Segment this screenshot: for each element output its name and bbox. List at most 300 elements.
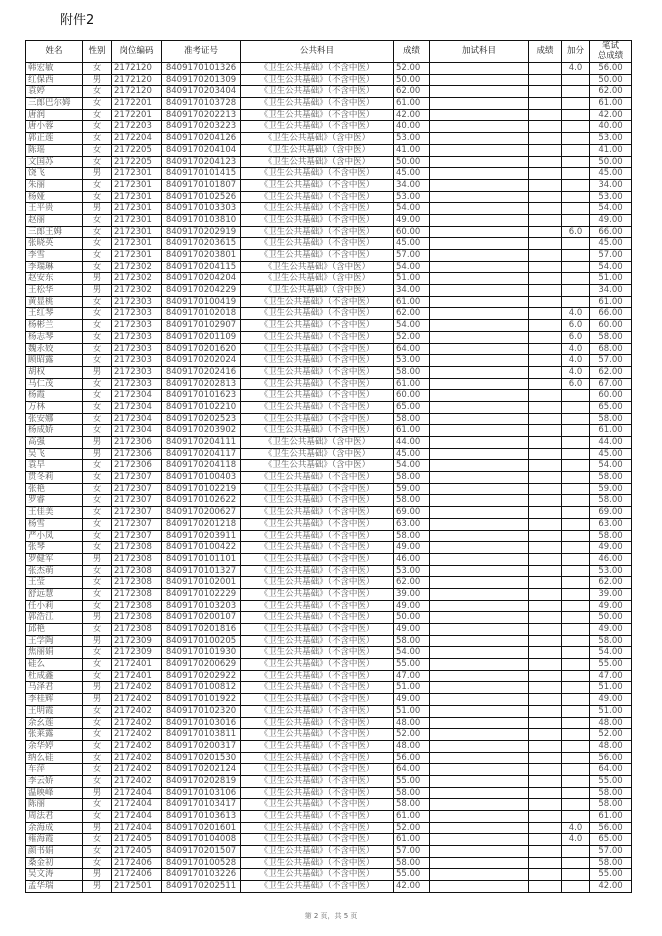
cell-bonus: [562, 214, 590, 226]
cell-gender: 女: [83, 588, 112, 600]
table-row: [26, 86, 632, 98]
cell-extra-subject: [430, 483, 529, 495]
table-row: [26, 740, 632, 752]
cell-exam-id: 8409170201620: [162, 343, 241, 355]
cell-extra-subject: [430, 705, 529, 717]
cell-post-code: 2172308: [112, 588, 162, 600]
cell-extra-score: [529, 226, 562, 238]
cell-score: 34.00: [394, 285, 430, 297]
cell-bonus: 4.0: [562, 366, 590, 378]
cell-extra-score: [529, 588, 562, 600]
cell-bonus: [562, 752, 590, 764]
cell-extra-subject: [430, 144, 529, 156]
cell-extra-score: [529, 109, 562, 121]
cell-public-subject: 《卫生公共基础》（不含中医）: [241, 214, 394, 226]
cell-bonus: [562, 179, 590, 191]
cell-extra-score: [529, 250, 562, 262]
table-row: [26, 846, 632, 858]
cell-extra-score: [529, 811, 562, 823]
cell-exam-id: 8409170103728: [162, 98, 241, 110]
cell-gender: 女: [83, 577, 112, 589]
cell-gender: 男: [83, 437, 112, 449]
table-row: [26, 518, 632, 530]
cell-gender: 女: [83, 355, 112, 367]
cell-post-code: 2172307: [112, 483, 162, 495]
cell-name: 张琴: [26, 542, 83, 554]
cell-bonus: [562, 74, 590, 86]
cell-bonus: [562, 261, 590, 273]
cell-total: 48.00: [590, 717, 632, 729]
cell-extra-score: [529, 834, 562, 846]
cell-score: 55.00: [394, 775, 430, 787]
cell-public-subject: 《卫生公共基础》（不含中医）: [241, 226, 394, 238]
cell-name: 吴飞: [26, 448, 83, 460]
cell-total: 57.00: [590, 355, 632, 367]
cell-score: 51.00: [394, 273, 430, 285]
table-row: [26, 472, 632, 484]
table-row: [26, 261, 632, 273]
cell-score: 53.00: [394, 565, 430, 577]
cell-bonus: [562, 588, 590, 600]
cell-public-subject: 《卫生公共基础》（不含中医）: [241, 250, 394, 262]
cell-total: 62.00: [590, 366, 632, 378]
table-row: [26, 308, 632, 320]
cell-public-subject: 《卫生公共基础》（不含中医）: [241, 542, 394, 554]
cell-bonus: [562, 811, 590, 823]
cell-extra-score: [529, 659, 562, 671]
cell-extra-score: [529, 413, 562, 425]
table-row: [26, 881, 632, 893]
cell-public-subject: 《卫生公共基础》（不含中医）: [241, 530, 394, 542]
cell-extra-score: [529, 542, 562, 554]
cell-total: 58.00: [590, 472, 632, 484]
cell-public-subject: 《卫生公共基础》（不含中医）: [241, 121, 394, 133]
cell-gender: 男: [83, 74, 112, 86]
cell-score: 45.00: [394, 238, 430, 250]
cell-name: 邱艳: [26, 624, 83, 636]
table-row: [26, 857, 632, 869]
cell-name: 三郎王姆: [26, 226, 83, 238]
cell-post-code: 2172401: [112, 670, 162, 682]
cell-bonus: [562, 437, 590, 449]
cell-name: 唐润: [26, 109, 83, 121]
header-exam-id: 准考证号: [162, 41, 241, 63]
cell-post-code: 2172402: [112, 752, 162, 764]
cell-score: 49.00: [394, 624, 430, 636]
cell-post-code: 2172302: [112, 285, 162, 297]
cell-post-code: 2172308: [112, 577, 162, 589]
cell-total: 61.00: [590, 425, 632, 437]
cell-name: 万林: [26, 401, 83, 413]
cell-post-code: 2172201: [112, 98, 162, 110]
cell-public-subject: 《卫生公共基础》（不含中医）: [241, 694, 394, 706]
cell-post-code: 2172302: [112, 273, 162, 285]
cell-extra-subject: [430, 612, 529, 624]
cell-total: 54.00: [590, 460, 632, 472]
cell-name: 王莹: [26, 577, 83, 589]
cell-post-code: 2172402: [112, 682, 162, 694]
cell-score: 41.00: [394, 144, 430, 156]
table-row: [26, 811, 632, 823]
table-row: [26, 168, 632, 180]
cell-exam-id: 8409170202416: [162, 366, 241, 378]
table-row: [26, 822, 632, 834]
cell-gender: 女: [83, 320, 112, 332]
cell-post-code: 2172120: [112, 63, 162, 75]
cell-exam-id: 8409170204115: [162, 261, 241, 273]
cell-total: 62.00: [590, 577, 632, 589]
cell-exam-id: 8409170204117: [162, 448, 241, 460]
cell-total: 49.00: [590, 542, 632, 554]
cell-extra-score: [529, 624, 562, 636]
table-row: [26, 320, 632, 332]
cell-extra-subject: [430, 729, 529, 741]
cell-gender: 男: [83, 553, 112, 565]
cell-gender: 女: [83, 86, 112, 98]
cell-exam-id: 8409170103303: [162, 203, 241, 215]
cell-gender: 男: [83, 273, 112, 285]
cell-exam-id: 8409170101922: [162, 694, 241, 706]
cell-bonus: [562, 121, 590, 133]
cell-exam-id: 8409170201218: [162, 518, 241, 530]
cell-name: 余海成: [26, 822, 83, 834]
cell-gender: 女: [83, 331, 112, 343]
cell-gender: 女: [83, 156, 112, 168]
cell-exam-id: 8409170100812: [162, 682, 241, 694]
cell-extra-score: [529, 63, 562, 75]
cell-gender: 男: [83, 869, 112, 881]
cell-bonus: [562, 296, 590, 308]
cell-public-subject: 《卫生公共基础》（不含中医）: [241, 624, 394, 636]
cell-gender: 女: [83, 226, 112, 238]
cell-exam-id: 8409170202124: [162, 764, 241, 776]
cell-public-subject: 《卫生公共基础》（不含中医）: [241, 320, 394, 332]
header-total: 笔试 总成绩: [590, 41, 632, 63]
table-row: [26, 366, 632, 378]
cell-gender: 女: [83, 63, 112, 75]
cell-gender: 女: [83, 495, 112, 507]
cell-exam-id: 8409170103226: [162, 869, 241, 881]
cell-gender: 男: [83, 822, 112, 834]
cell-extra-subject: [430, 63, 529, 75]
table-row: [26, 612, 632, 624]
cell-name: 王松华: [26, 285, 83, 297]
cell-extra-subject: [430, 273, 529, 285]
cell-name: 杨霞: [26, 390, 83, 402]
cell-exam-id: 8409170203615: [162, 238, 241, 250]
table-row: [26, 635, 632, 647]
cell-total: 45.00: [590, 238, 632, 250]
cell-post-code: 2172405: [112, 834, 162, 846]
cell-public-subject: 《卫生公共基础》（不含中医）: [241, 588, 394, 600]
cell-extra-subject: [430, 507, 529, 519]
cell-exam-id: 8409170101623: [162, 390, 241, 402]
cell-post-code: 2172301: [112, 238, 162, 250]
cell-extra-subject: [430, 822, 529, 834]
table-row: [26, 425, 632, 437]
cell-post-code: 2172306: [112, 460, 162, 472]
cell-public-subject: 《卫生公共基础》（不含中医）: [241, 518, 394, 530]
cell-bonus: [562, 109, 590, 121]
cell-extra-subject: [430, 86, 529, 98]
cell-extra-score: [529, 764, 562, 776]
cell-name: 孟华瑞: [26, 881, 83, 893]
cell-total: 53.00: [590, 191, 632, 203]
cell-public-subject: 《卫生公共基础》（不含中医）: [241, 822, 394, 834]
cell-extra-score: [529, 156, 562, 168]
cell-extra-score: [529, 203, 562, 215]
cell-exam-id: 8409170202213: [162, 109, 241, 121]
cell-total: 39.00: [590, 588, 632, 600]
cell-extra-score: [529, 285, 562, 297]
cell-exam-id: 8409170103016: [162, 717, 241, 729]
cell-extra-subject: [430, 635, 529, 647]
cell-total: 56.00: [590, 63, 632, 75]
cell-public-subject: 《卫生公共基础》（不含中医）: [241, 659, 394, 671]
cell-exam-id: 8409170201530: [162, 752, 241, 764]
cell-public-subject: 《卫生公共基础》（不含中医）: [241, 682, 394, 694]
cell-extra-score: [529, 191, 562, 203]
cell-gender: 女: [83, 670, 112, 682]
cell-total: 58.00: [590, 413, 632, 425]
cell-public-subject: 《卫生公共基础》（不含中医）: [241, 331, 394, 343]
cell-score: 64.00: [394, 343, 430, 355]
cell-gender: 女: [83, 775, 112, 787]
cell-gender: 女: [83, 378, 112, 390]
cell-name: 郭浩江: [26, 612, 83, 624]
cell-public-subject: 《卫生公共基础》（不含中医）: [241, 565, 394, 577]
cell-extra-subject: [430, 179, 529, 191]
cell-public-subject: 《卫生公共基础》（含中医）: [241, 133, 394, 145]
cell-extra-subject: [430, 495, 529, 507]
cell-total: 45.00: [590, 448, 632, 460]
cell-extra-subject: [430, 577, 529, 589]
cell-public-subject: 《卫生公共基础》（不含中医）: [241, 635, 394, 647]
cell-bonus: 6.0: [562, 226, 590, 238]
table-row: [26, 74, 632, 86]
cell-score: 34.00: [394, 179, 430, 191]
cell-name: 杜成鑫: [26, 670, 83, 682]
table-row: [26, 331, 632, 343]
cell-gender: 女: [83, 214, 112, 226]
cell-name: 车萍: [26, 764, 83, 776]
cell-bonus: [562, 670, 590, 682]
cell-score: 58.00: [394, 495, 430, 507]
cell-extra-subject: [430, 226, 529, 238]
cell-extra-score: [529, 308, 562, 320]
cell-public-subject: 《卫生公共基础》（不含中医）: [241, 834, 394, 846]
cell-score: 61.00: [394, 98, 430, 110]
table-row: [26, 483, 632, 495]
cell-total: 59.00: [590, 483, 632, 495]
cell-post-code: 2172405: [112, 846, 162, 858]
cell-name: 张晓英: [26, 238, 83, 250]
cell-exam-id: 8409170103203: [162, 600, 241, 612]
cell-score: 58.00: [394, 413, 430, 425]
cell-bonus: [562, 553, 590, 565]
cell-extra-subject: [430, 553, 529, 565]
cell-exam-id: 8409170200317: [162, 740, 241, 752]
cell-gender: 女: [83, 705, 112, 717]
cell-extra-score: [529, 331, 562, 343]
cell-score: 58.00: [394, 472, 430, 484]
cell-exam-id: 8409170102018: [162, 308, 241, 320]
cell-bonus: [562, 133, 590, 145]
cell-extra-subject: [430, 437, 529, 449]
cell-extra-subject: [430, 565, 529, 577]
cell-score: 47.00: [394, 670, 430, 682]
cell-score: 61.00: [394, 425, 430, 437]
cell-gender: 女: [83, 811, 112, 823]
cell-post-code: 2172306: [112, 448, 162, 460]
cell-bonus: [562, 542, 590, 554]
cell-score: 54.00: [394, 203, 430, 215]
cell-post-code: 2172402: [112, 729, 162, 741]
cell-public-subject: 《卫生公共基础》（不含中医）: [241, 729, 394, 741]
cell-gender: 女: [83, 624, 112, 636]
cell-public-subject: 《卫生公共基础》（不含中医）: [241, 308, 394, 320]
cell-total: 58.00: [590, 495, 632, 507]
cell-post-code: 2172201: [112, 109, 162, 121]
cell-score: 54.00: [394, 460, 430, 472]
cell-total: 56.00: [590, 822, 632, 834]
table-row: [26, 553, 632, 565]
cell-post-code: 2172302: [112, 261, 162, 273]
cell-public-subject: 《卫生公共基础》（不含中医）: [241, 705, 394, 717]
cell-extra-score: [529, 857, 562, 869]
cell-total: 49.00: [590, 694, 632, 706]
header-gender: 性别: [83, 41, 112, 63]
cell-post-code: 2172308: [112, 542, 162, 554]
table-row: [26, 238, 632, 250]
cell-public-subject: 《卫生公共基础》（不含中医）: [241, 472, 394, 484]
cell-gender: 女: [83, 144, 112, 156]
cell-public-subject: 《卫生公共基础》（不含中医）: [241, 869, 394, 881]
cell-bonus: [562, 518, 590, 530]
cell-name: 袁婷: [26, 86, 83, 98]
cell-post-code: 2172404: [112, 822, 162, 834]
cell-score: 45.00: [394, 448, 430, 460]
cell-gender: 女: [83, 472, 112, 484]
cell-extra-score: [529, 530, 562, 542]
cell-name: 张杰萌: [26, 565, 83, 577]
cell-exam-id: 8409170101101: [162, 553, 241, 565]
table-row: [26, 460, 632, 472]
cell-bonus: [562, 881, 590, 893]
cell-post-code: 2172303: [112, 378, 162, 390]
cell-score: 48.00: [394, 740, 430, 752]
cell-bonus: [562, 624, 590, 636]
cell-total: 53.00: [590, 565, 632, 577]
cell-extra-score: [529, 846, 562, 858]
cell-name: 雍海霞: [26, 834, 83, 846]
cell-post-code: 2172402: [112, 705, 162, 717]
cell-extra-score: [529, 168, 562, 180]
cell-extra-subject: [430, 331, 529, 343]
cell-public-subject: 《卫生公共基础》（不含中医）: [241, 425, 394, 437]
cell-total: 49.00: [590, 600, 632, 612]
cell-exam-id: 8409170204123: [162, 156, 241, 168]
cell-bonus: [562, 250, 590, 262]
cell-extra-score: [529, 390, 562, 402]
cell-public-subject: 《卫生公共基础》（不含中医）: [241, 355, 394, 367]
cell-score: 53.00: [394, 133, 430, 145]
cell-gender: 女: [83, 191, 112, 203]
cell-gender: 女: [83, 343, 112, 355]
cell-post-code: 2172404: [112, 787, 162, 799]
cell-exam-id: 8409170204126: [162, 133, 241, 145]
cell-name: 赵安东: [26, 273, 83, 285]
cell-bonus: 6.0: [562, 331, 590, 343]
cell-public-subject: 《卫生公共基础》（含中医）: [241, 437, 394, 449]
cell-score: 40.00: [394, 121, 430, 133]
cell-score: 46.00: [394, 553, 430, 565]
cell-extra-subject: [430, 647, 529, 659]
table-row: [26, 577, 632, 589]
cell-total: 34.00: [590, 179, 632, 191]
table-row: [26, 694, 632, 706]
cell-gender: 男: [83, 682, 112, 694]
cell-exam-id: 8409170204204: [162, 273, 241, 285]
cell-extra-subject: [430, 624, 529, 636]
cell-post-code: 2172308: [112, 565, 162, 577]
cell-exam-id: 8409170202024: [162, 355, 241, 367]
table-row: [26, 600, 632, 612]
cell-name: 三郎巴尔姆: [26, 98, 83, 110]
cell-post-code: 2172303: [112, 296, 162, 308]
cell-exam-id: 8409170102320: [162, 705, 241, 717]
cell-post-code: 2172402: [112, 775, 162, 787]
cell-name: 罗健军: [26, 553, 83, 565]
cell-total: 58.00: [590, 635, 632, 647]
table-row: [26, 775, 632, 787]
cell-post-code: 2172301: [112, 168, 162, 180]
table-row: [26, 565, 632, 577]
header-score: 成绩: [394, 41, 430, 63]
cell-extra-subject: [430, 811, 529, 823]
table-row: [26, 647, 632, 659]
cell-public-subject: 《卫生公共基础》（不含中医）: [241, 775, 394, 787]
cell-extra-subject: [430, 846, 529, 858]
cell-gender: 女: [83, 390, 112, 402]
table-row: [26, 705, 632, 717]
cell-public-subject: 《卫生公共基础》（含中医）: [241, 261, 394, 273]
cell-gender: 女: [83, 109, 112, 121]
cell-post-code: 2172306: [112, 437, 162, 449]
table-row: [26, 787, 632, 799]
cell-public-subject: 《卫生公共基础》（不含中医）: [241, 647, 394, 659]
cell-post-code: 2172303: [112, 331, 162, 343]
cell-exam-id: 8409170202511: [162, 881, 241, 893]
cell-score: 61.00: [394, 834, 430, 846]
cell-gender: 女: [83, 752, 112, 764]
cell-bonus: [562, 705, 590, 717]
table-row: [26, 390, 632, 402]
cell-bonus: [562, 401, 590, 413]
cell-extra-score: [529, 507, 562, 519]
cell-total: 60.00: [590, 390, 632, 402]
cell-exam-id: 8409170201816: [162, 624, 241, 636]
cell-name: 杨成娇: [26, 425, 83, 437]
cell-extra-score: [529, 238, 562, 250]
cell-post-code: 2172309: [112, 647, 162, 659]
cell-extra-score: [529, 355, 562, 367]
cell-total: 61.00: [590, 296, 632, 308]
cell-gender: 男: [83, 448, 112, 460]
cell-extra-subject: [430, 694, 529, 706]
cell-total: 66.00: [590, 308, 632, 320]
cell-post-code: 2172307: [112, 472, 162, 484]
